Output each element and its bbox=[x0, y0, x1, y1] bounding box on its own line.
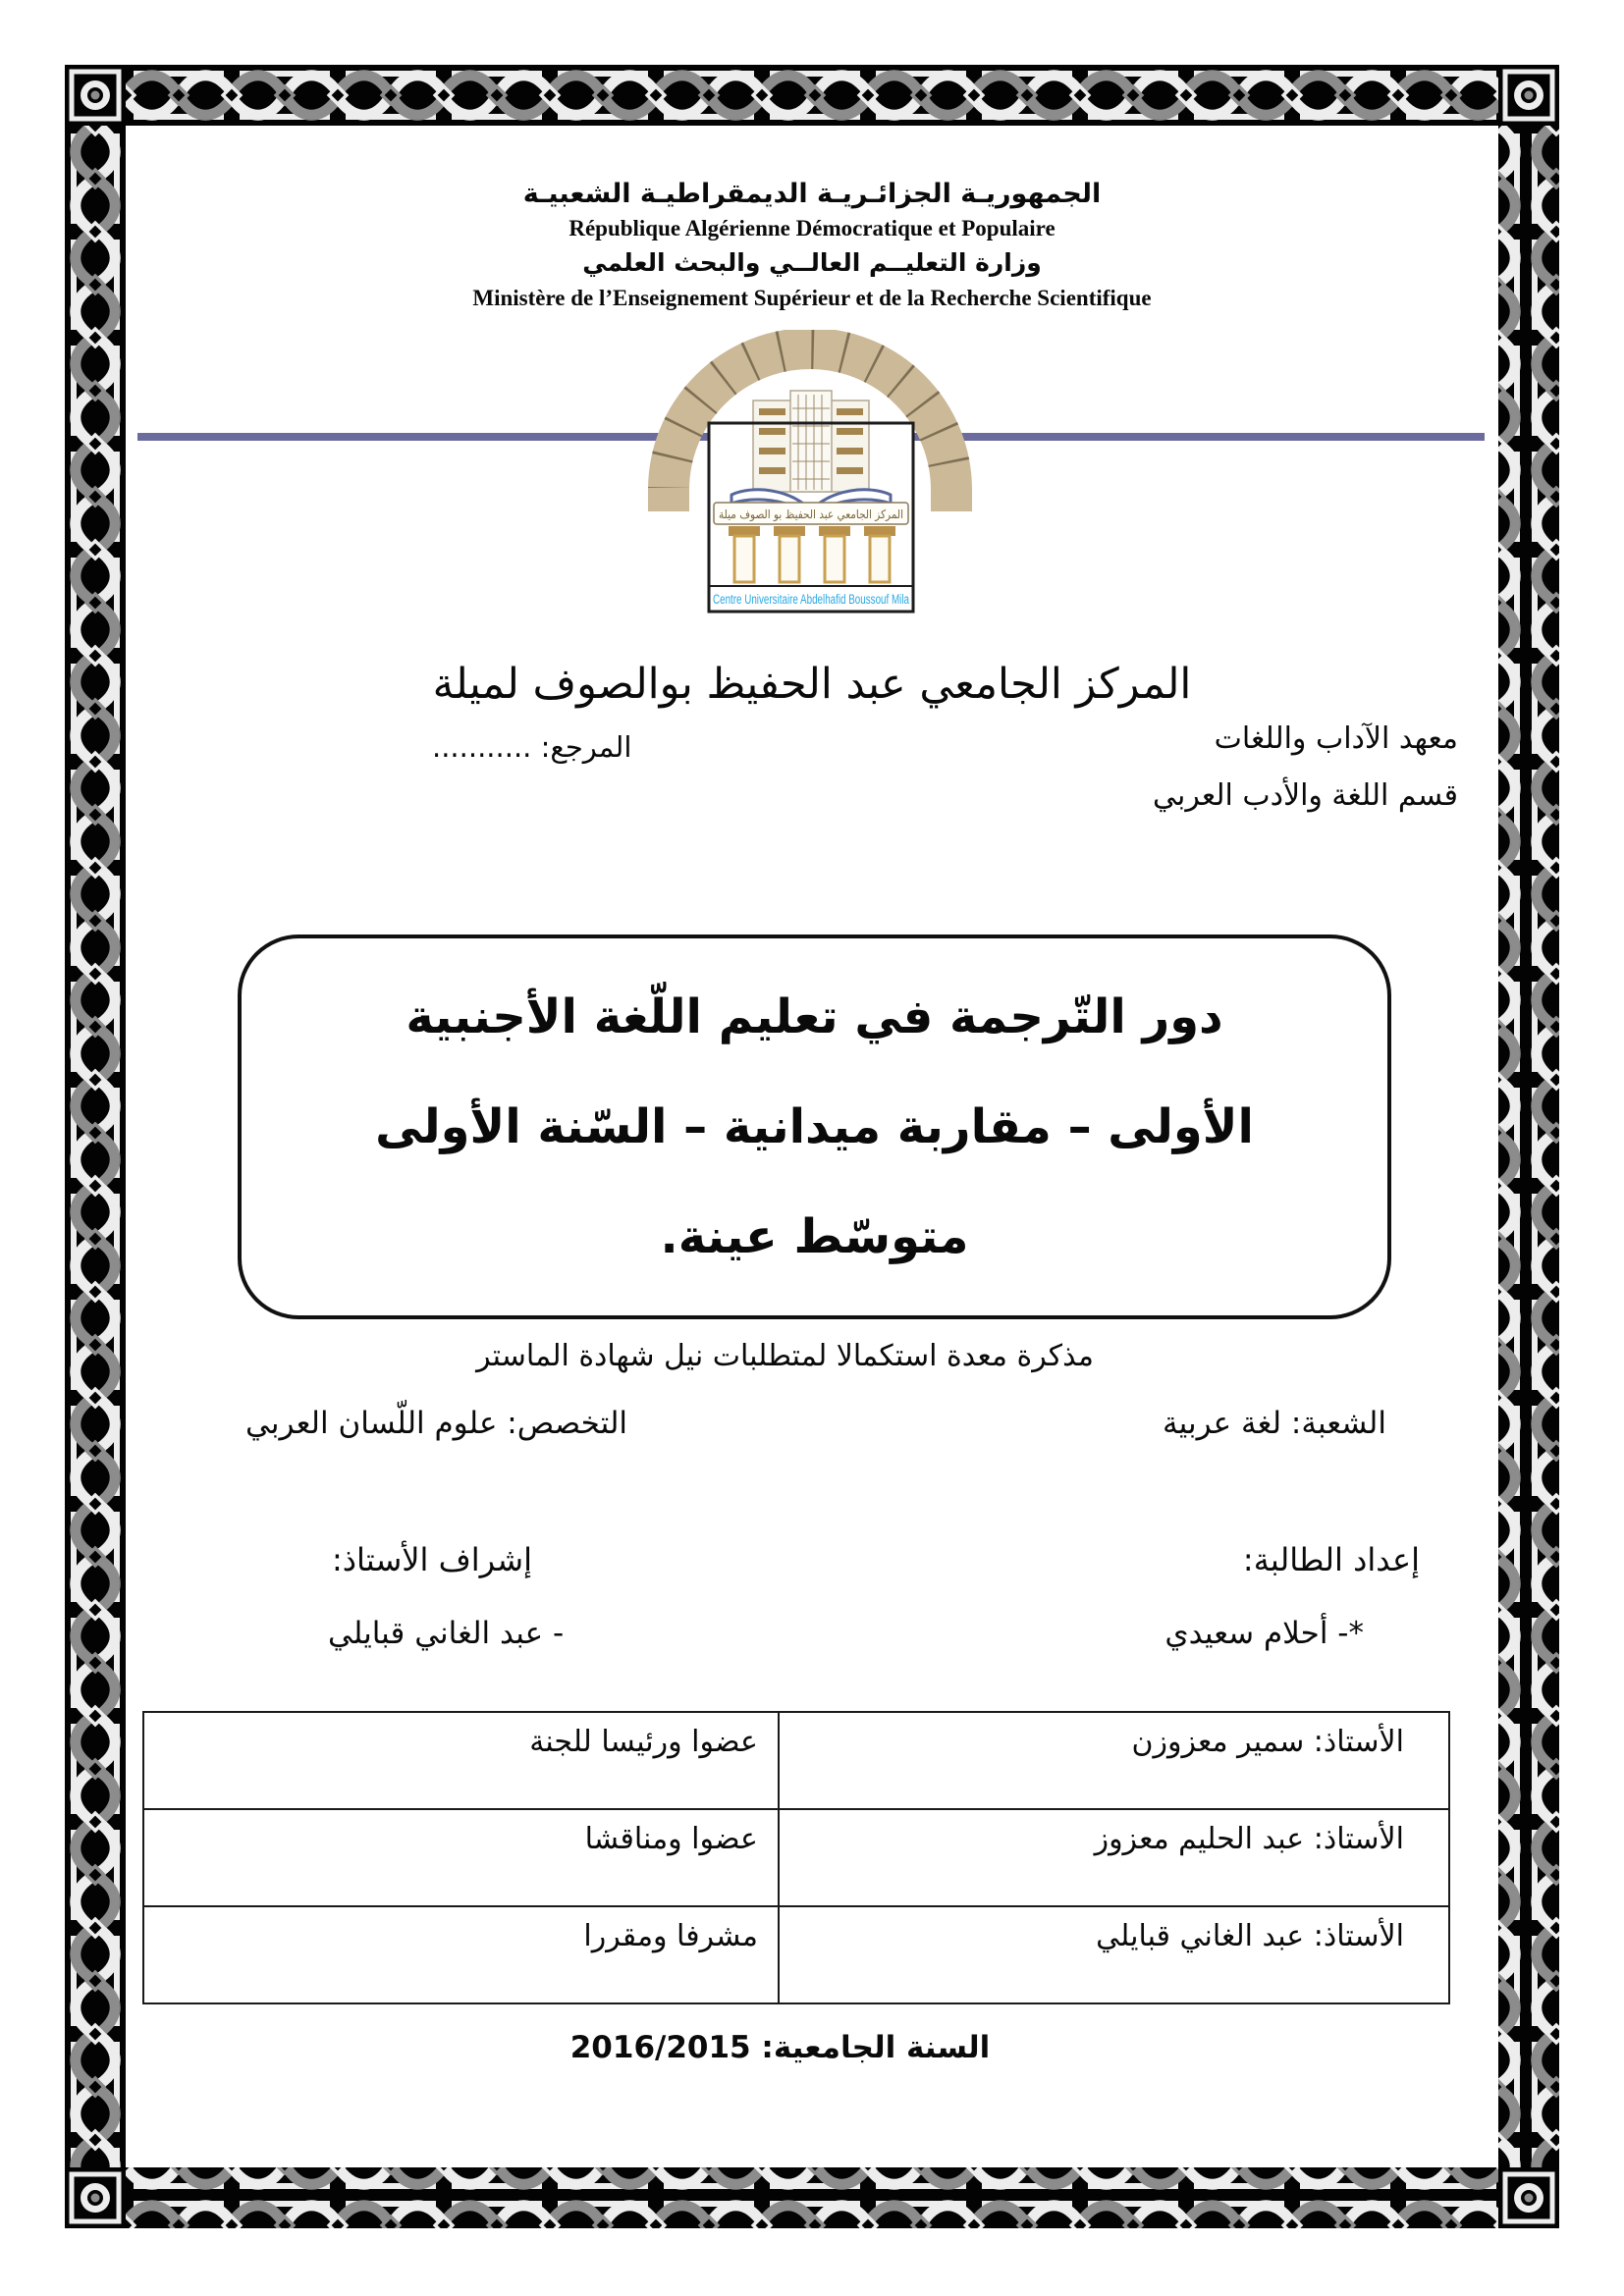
student-name: *- أحلام سعيدي bbox=[1164, 1616, 1364, 1651]
thesis-title-line-1: دور التّرجمة في تعليم اللّغة الأجنبية bbox=[406, 989, 1223, 1044]
jury-member-name: الأستاذ: عبد الغاني قبايلي bbox=[779, 1906, 1449, 2003]
jury-member-role: عضوا ومناقشا bbox=[143, 1809, 779, 1906]
ministry-name-arabic: وزارة التعليــم العالــي والبحث العلمي bbox=[582, 248, 1042, 277]
table-row bbox=[143, 1712, 1449, 1809]
republic-name-arabic: الجمهوريـة الجزائـريـة الديمقراطيـة الشعبيـة bbox=[522, 179, 1102, 209]
specialty-label: التخصص: علوم اللّسان العربي bbox=[245, 1406, 628, 1441]
supervisor-name: - عبد الغاني قبايلي bbox=[328, 1616, 565, 1651]
institute-name: معهد الآداب واللغات bbox=[1214, 721, 1458, 756]
university-logo bbox=[643, 330, 977, 624]
table-row bbox=[143, 1809, 1449, 1906]
jury-member-name: الأستاذ: عبد الحليم معزوز bbox=[779, 1809, 1449, 1906]
jury-member-role: مشرفا ومقررا bbox=[143, 1906, 779, 2003]
reference-field: المرجع: ........... bbox=[432, 730, 632, 764]
prepared-by-label: إعداد الطالبة: bbox=[1242, 1541, 1420, 1578]
official-header bbox=[126, 179, 1498, 311]
department-name: قسم اللغة والأدب العربي bbox=[1152, 778, 1458, 813]
seal-text: المركز الجامعي عبد الحفيظ بو الصوف ميلة bbox=[719, 507, 931, 521]
supervision-label: إشراف الأستاذ: bbox=[332, 1541, 532, 1578]
university-center-name: المركز الجامعي عبد الحفيظ بوالصوف لميلة bbox=[432, 660, 1192, 709]
thesis-title-line-3: متوسّط عينة. bbox=[660, 1209, 969, 1264]
academic-year: السنة الجامعية: 2016/2015 bbox=[569, 2030, 991, 2065]
jury-member-role: عضوا ورئيسا للجنة bbox=[143, 1712, 779, 1809]
logo-caption: Centre Universitaire Abdelhafid Boussouf Mila bbox=[713, 592, 910, 607]
jury-member-name: الأستاذ: سمير معزوزن bbox=[779, 1712, 1449, 1809]
memoir-note: مذكرة معدة استكمالا لمتطلبات نيل شهادة الماستر bbox=[476, 1339, 1094, 1373]
jury-table bbox=[142, 1711, 1450, 2004]
thesis-title-box bbox=[238, 934, 1391, 1319]
table-row bbox=[143, 1906, 1449, 2003]
thesis-title-line-2: الأولى – مقاربة ميدانية – السّنة الأولى bbox=[375, 1099, 1254, 1154]
ministry-name-french: Ministère de l’Enseignement Supérieur et de la Recherche Scientifique bbox=[472, 286, 1152, 310]
republic-name-french: République Algérienne Démocratique et Populaire bbox=[568, 216, 1056, 240]
seal-banner bbox=[714, 503, 931, 524]
branch-label: الشعبة: لغة عربية bbox=[1162, 1406, 1386, 1441]
building-graphic bbox=[753, 391, 869, 492]
